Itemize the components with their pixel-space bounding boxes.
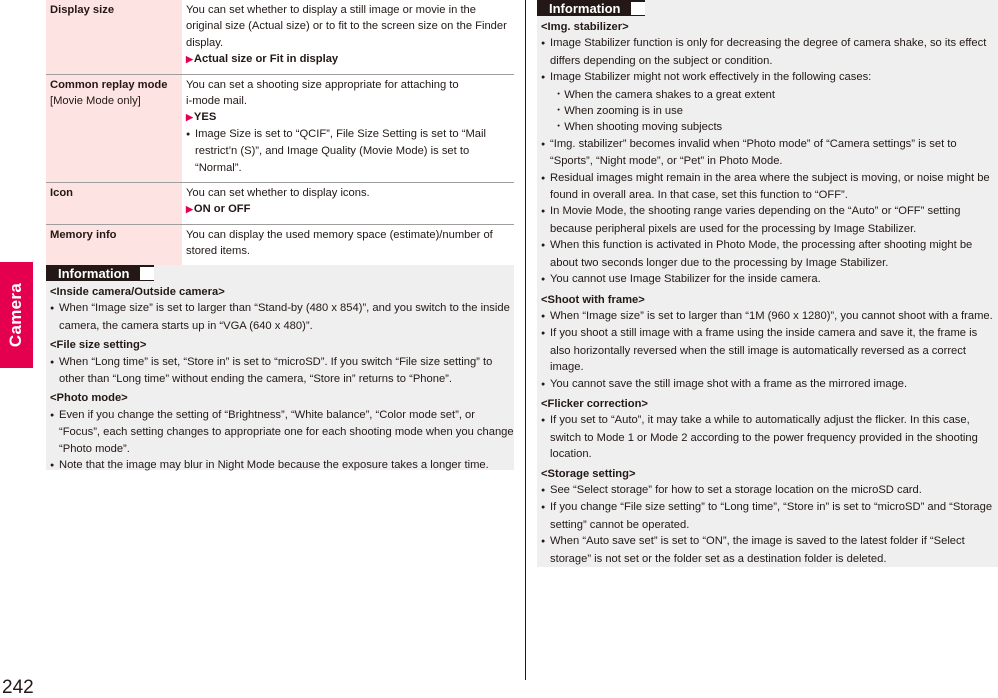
info-subitem: ・When zooming is in use xyxy=(553,105,683,118)
info-item: ● You cannot use Image Stabilizer for the inside camera. xyxy=(541,271,998,288)
section-title: <Flicker correction> xyxy=(541,397,648,410)
info-item: ● When “Image size” is set to larger than “1M (960 x 1280)”, you cannot shoot with a frame. xyxy=(541,308,998,325)
setting-description xyxy=(182,0,514,74)
setting-name-label: Common replay mode xyxy=(50,78,168,91)
info-item: ● If you shoot a still image with a frame using the inside camera and save it, the frame is also horizontally reversed when the still image is automatically reversed as a correct image. xyxy=(541,325,998,375)
info-item: ● See “Select storage” for how to set a storage location on the microSD card. xyxy=(541,482,998,499)
information-box-right xyxy=(537,0,998,567)
info-item: ● Even if you change the setting of “Brightness”, “White balance”, “Color mode set”, or “Focus”, each setting changes to appropriate one for each shooting mode when you change “Photo mode”. xyxy=(50,407,514,457)
information-box-left xyxy=(46,265,514,470)
information-label: Information xyxy=(46,265,154,281)
info-item: ● Image Stabilizer function is only for decreasing the degree of camera shake, so its effect differs depending on the subject or condition. xyxy=(541,35,998,69)
setting-name-label: Icon xyxy=(50,187,73,200)
setting-description xyxy=(182,74,514,182)
setting-name-label: Memory info xyxy=(50,228,117,241)
description-line: You can set whether to display a still image or movie in the original size (Actual size) or to fit to the screen size on the Finder display. xyxy=(186,4,507,49)
setting-name-label: Display size xyxy=(50,4,115,16)
description-line: i-mode mail. xyxy=(186,95,247,108)
table-row xyxy=(46,74,514,182)
information-body xyxy=(541,19,998,567)
settings-table xyxy=(46,0,514,267)
info-item: ● You cannot save the still image shot with a frame as the mirrored image. xyxy=(541,376,998,393)
setting-choice: ▶ ON or OFF xyxy=(186,201,510,217)
info-subitem: ・When shooting moving subjects xyxy=(553,121,723,134)
info-item: ● Note that the image may blur in Night Mode because the exposure takes a longer time. xyxy=(50,457,514,474)
info-item: ● When this function is activated in Photo Mode, the processing after shooting might be about two seconds longer due to the processing by Image Stabilizer. xyxy=(541,237,998,271)
setting-choice: ▶ Actual size or Fit in display xyxy=(186,51,510,67)
description-line: You can display the used memory space (estimate)/number of stored items. xyxy=(186,228,493,258)
table-row xyxy=(46,183,514,225)
information-body xyxy=(50,284,514,474)
section-title: <Shoot with frame> xyxy=(541,293,645,306)
table-row xyxy=(46,224,514,266)
section-title: <Storage setting> xyxy=(541,467,636,480)
description-line: You can set a shooting size appropriate for attaching to xyxy=(186,78,459,91)
setting-description xyxy=(182,183,514,225)
info-item: ● In Movie Mode, the shooting range varies depending on the “Auto” or “OFF” setting because peripheral pixels are used for the processing by Image Stabilizer. xyxy=(541,203,998,237)
setting-description xyxy=(182,224,514,266)
table-row xyxy=(46,0,514,74)
setting-name-note: [Movie Mode only] xyxy=(50,95,141,108)
section-title: <Inside camera/Outside camera> xyxy=(50,286,225,298)
page-number: 242 xyxy=(2,677,34,698)
setting-choice: ▶ YES xyxy=(186,109,510,125)
info-item: ● If you set to “Auto”, it may take a while to automatically adjust the flicker. In this case, switch to Mode 1 or Mode 2 according to the power frequency provided in the shooting location. xyxy=(541,412,998,462)
info-item: ● Image Stabilizer might not work effectively in the following cases: xyxy=(541,69,998,86)
info-subitem: ・When the camera shakes to a great extent xyxy=(553,88,776,101)
info-item: ● When “Auto save set” is set to “ON”, the image is saved to the latest folder if “Select storage” is not set or the folder set as a destination folder is deleted. xyxy=(541,533,998,567)
setting-name xyxy=(46,0,182,74)
info-item: ● When “Long time” is set, “Store in” is set to “microSD”. If you switch “File size setting” to other than “Long time” without ending the camera, “Store in” returns to “Phone”. xyxy=(50,354,514,388)
setting-name xyxy=(46,74,182,182)
section-title: <Img. stabilizer> xyxy=(541,21,629,33)
setting-note: ● Image Size is set to “QCIF”, File Size Setting is set to “Mail restrict’n (S)”, and Image Quality (Movie Mode) is set to “Normal”. xyxy=(186,126,510,176)
description-line: You can set whether to display icons. xyxy=(186,187,370,200)
section-title: <File size setting> xyxy=(50,339,147,352)
info-item: ● “Img. stabilizer” becomes invalid when “Photo mode” of “Camera settings” is set to “Sports”, “Night mode”, or “Pet” in Photo Mode. xyxy=(541,136,998,170)
setting-name xyxy=(46,183,182,225)
chapter-tab[interactable] xyxy=(0,262,33,368)
chapter-tab-label: Camera xyxy=(5,282,25,348)
information-label: Information xyxy=(537,0,645,16)
info-item: ● When “Image size” is set to larger than “Stand-by (480 x 854)”, and you switch to the inside camera, the camera starts up in “VGA (640 x 480)”. xyxy=(50,300,514,334)
section-title: <Photo mode> xyxy=(50,392,128,405)
setting-name xyxy=(46,224,182,266)
info-item: ● Residual images might remain in the area where the subject is moving, or noise might be found in overall area. In that case, set this function to “OFF”. xyxy=(541,170,998,204)
info-item: ● If you change “File size setting” to “Long time”, “Store in” is set to “microSD” and “Storage setting” cannot be operated. xyxy=(541,499,998,533)
column-divider xyxy=(525,0,526,680)
